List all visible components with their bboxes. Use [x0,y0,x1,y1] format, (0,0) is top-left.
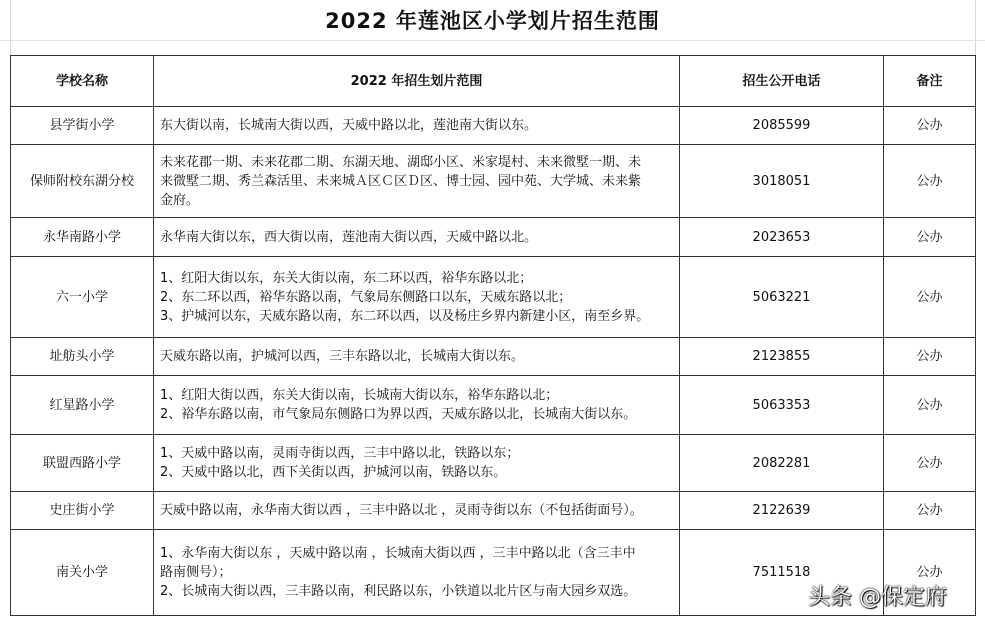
table-row [11,257,976,338]
range-cell [154,218,680,257]
range-line: 东大街以南，长城南大街以西，天威中路以北，莲池南大街以东。 [160,118,538,133]
note-cell: 公办 [884,107,976,145]
table-row [11,435,976,492]
school-name: 保师附校东湖分校 [11,145,154,218]
school-name: 永华南路小学 [11,218,154,257]
note-cell: 公办 [884,338,976,376]
range-line: 金府。 [160,192,200,208]
range-line: 2、天威中路以北，西下关街以西，护城河以南，铁路以东。 [160,465,507,480]
note-cell: 公办 [884,145,976,218]
range-line: 2、东二环以西，裕华东路以南，气象局东侧路口以东，天威东路以北； [160,289,572,305]
note-cell: 公办 [884,492,976,530]
phone-cell: 2122639 [680,492,884,530]
range-line: 来微墅二期、秀兰森活里、未来城Ａ区Ｃ区Ｄ区、博士园、园中苑、大学城、未来紫 [160,173,642,189]
header-range: 2022 年招生划片范围 [154,56,680,107]
phone-cell: 7511518 [680,530,884,616]
range-line: 天威中路以南，永华南大街以西 ，三丰中路以北 ，灵雨寺街以东（不包括街面号）。 [160,503,643,518]
school-name: 史庄街小学 [11,492,154,530]
watermark: 头条 @保定府 [808,585,947,610]
range-cell [154,107,680,145]
page-title: 2022 年莲池区小学划片招生范围 [325,9,660,33]
table-row [11,218,976,257]
range-cell [154,435,680,492]
range-cell [154,492,680,530]
phone-cell: 3018051 [680,145,884,218]
school-name: 红星路小学 [11,376,154,435]
school-name: 址舫头小学 [11,338,154,376]
phone-cell: 2082281 [680,435,884,492]
header-phone: 招生公开电话 [680,56,884,107]
enrollment-table [10,55,976,616]
phone-cell: 2085599 [680,107,884,145]
range-line: 1、永华南大街以东 ，天威中路以南 ，长城南大街以西 ，三丰中路以北（含三丰中 [160,546,636,561]
school-name: 联盟西路小学 [11,435,154,492]
note-cell: 公办 [884,257,976,338]
phone-cell: 5063221 [680,257,884,338]
range-cell [154,338,680,376]
header-school: 学校名称 [11,56,154,107]
range-line: 天威东路以南，护城河以西，三丰东路以北，长城南大街以东。 [160,349,525,364]
range-cell [154,376,680,435]
range-cell [154,145,680,218]
table-row [11,107,976,145]
table-row [11,376,976,435]
range-cell [154,530,680,616]
range-line: 1、红阳大街以西，东关大街以南，长城南大街以东，裕华东路以北； [160,388,559,403]
range-line: 2、裕华东路以南，市气象局东侧路口为界以西，天威东路以北，长城南大街以东。 [160,407,637,422]
range-line: 1、天威中路以南，灵雨寺街以西，三丰中路以北，铁路以东； [160,446,520,461]
phone-cell: 5063353 [680,376,884,435]
phone-cell: 2023653 [680,218,884,257]
range-line: 永华南大街以东，西大街以南，莲池南大街以西，天威中路以北。 [160,229,538,245]
school-name: 县学街小学 [11,107,154,145]
range-cell [154,257,680,338]
range-line: 未来花郡一期、未来花郡二期、东湖天地、湖邸小区、米家堤村、未来微墅一期、未 [160,154,642,170]
header-note: 备注 [884,56,976,107]
sheet-gridline [0,40,985,41]
school-name: 六一小学 [11,257,154,338]
range-line: 1、红阳大街以东，东关大街以南，东二环以西，裕华东路以北； [160,270,533,286]
range-line: 2、长城南大街以西，三丰路以南，利民路以东，小铁道以北片区与南大园乡双选。 [160,584,637,599]
table-header-row [11,56,976,107]
range-line: 3、护城河以东，天威东路以南，东二环以西，以及杨庄乡界内新建小区，南至乡界。 [160,308,650,324]
table-row [11,338,976,376]
phone-cell: 2123855 [680,338,884,376]
note-cell: 公办 [884,218,976,257]
school-name: 南关小学 [11,530,154,616]
table-row [11,492,976,530]
note-cell: 公办 [884,376,976,435]
table-row [11,145,976,218]
note-cell: 公办 [884,530,976,616]
range-line: 路南侧号）； [160,565,232,580]
note-cell: 公办 [884,435,976,492]
